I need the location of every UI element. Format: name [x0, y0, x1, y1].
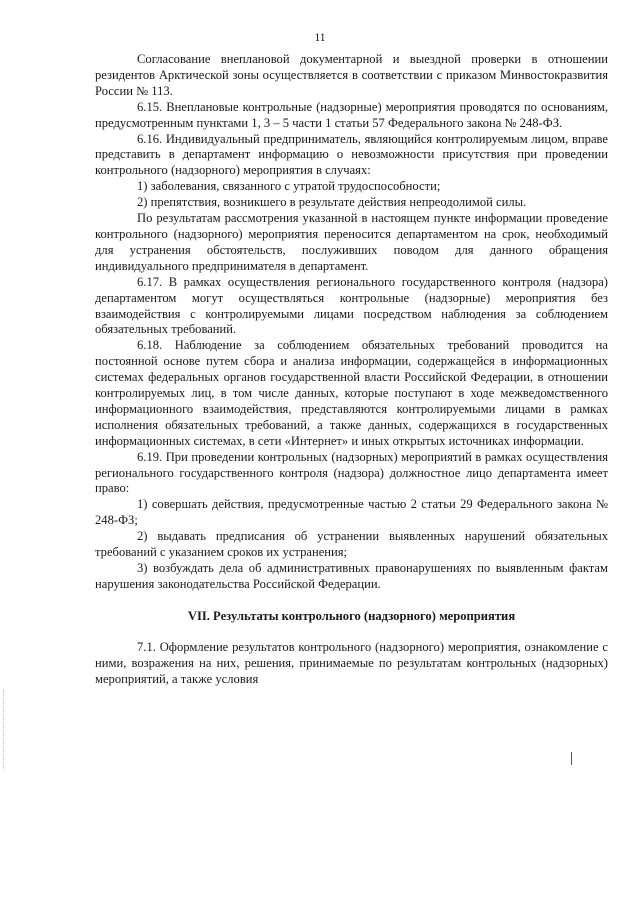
paragraph: 6.16. Индивидуальный предприниматель, являющийся контролируемым лицом, вправе представить в департамент информацию о невозможности присутствия при проведении контрольного (надзорного) мероприятия в случаях: — [95, 131, 608, 178]
paragraph: 6.19. При проведении контрольных (надзорных) мероприятий в рамках осуществления регионального государственного контроля (надзора) должностное лицо департамента имеет право: — [95, 449, 608, 496]
margin-mark — [571, 752, 572, 765]
document-body — [95, 52, 608, 687]
section-heading: VII. Результаты контрольного (надзорного) мероприятия — [187, 608, 516, 623]
list-item: 2) препятствия, возникшего в результате действия непреодолимой силы. — [137, 195, 527, 210]
paragraph: По результатам рассмотрения указанной в настоящем пункте информации проведение контрольного (надзорного) мероприятия переносится департаментом на срок, необходимый для устранения обстоятельств, послуживших поводом для данного обращения индивидуального предпринимателя в департамент. — [95, 211, 608, 273]
list-item: 3) возбуждать дела об административных правонарушениях по выявленным фактам нарушения законодательства Российской Федерации. — [95, 561, 608, 591]
list-item: 1) совершать действия, предусмотренные частью 2 статьи 29 Федерального закона № 248-ФЗ; — [95, 497, 608, 528]
paragraph: 7.1. Оформление результатов контрольного (надзорного) мероприятия, ознакомление с ними, возражения на них, решения, принимаемые по результатам контрольных (надзорных) мероприятий, а также условия — [95, 639, 608, 686]
scan-edge-mark — [3, 690, 5, 770]
list-item: 2) выдавать предписания об устранении выявленных нарушений обязательных требований с указанием сроков их устранения; — [95, 529, 608, 560]
page-number: 11 — [314, 32, 326, 44]
list-item: 1) заболевания, связанного с утратой трудоспособности; — [137, 179, 441, 194]
paragraph: 6.18. Наблюдение за соблюдением обязательных требований проводится на постоянной основе путем сбора и анализа информации, содержащейся в информационных системах федеральных органов государственной власти Российской Федерации, в отношении контролируемых лиц, в том числе данных, которые поступают в ходе межведомственного информационного взаимодействия, представляются контролируемыми лицами в рамках исполнения обязательных требований, а также данных, содержащихся в государственных информационных системах, в сети «Интернет» и иных открытых источниках информации. — [95, 338, 608, 448]
paragraph: 6.17. В рамках осуществления регионального государственного контроля (надзора) департаментом могут осуществляться контрольные (надзорные) мероприятия без взаимодействия с контролируемыми лицами посредством наблюдения за соблюдением обязательных требований. — [95, 274, 608, 337]
paragraph: 6.15. Внеплановые контрольные (надзорные) мероприятия проводятся по основаниям, предусмотренным пунктами 1, 3 – 5 части 1 статьи 57 Федерального закона № 248-ФЗ. — [95, 99, 608, 130]
paragraph: Согласование внеплановой документарной и выездной проверки в отношении резидентов Арктической зоны осуществляется в соответствии с приказом Минвостокразвития России № 113. — [95, 52, 608, 98]
